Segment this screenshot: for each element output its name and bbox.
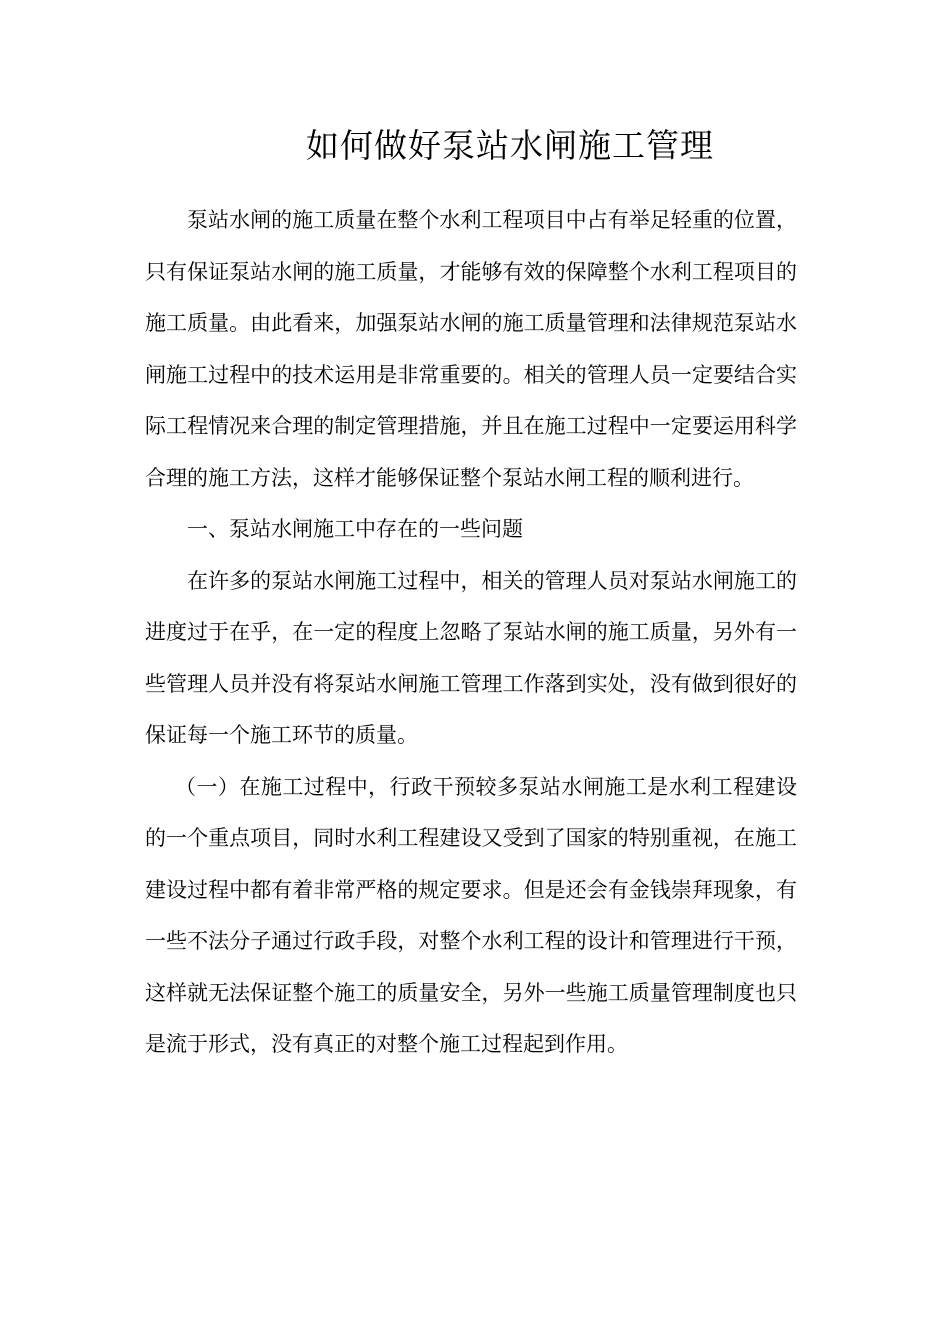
document-body [145, 195, 797, 1071]
document-title: 如何做好泵站水闸施工管理 [306, 126, 714, 165]
paragraph-problems: 在许多的泵站水闸施工过程中，相关的管理人员对泵站水闸施工的进度过于在乎，在一定的程度上忽略了泵站水闸的施工质量，另外有一些管理人员并没有将泵站水闸施工管理工作落到实处，没有做到很好的保证每一个施工环节的质量。 [145, 568, 797, 747]
section-heading-problems: 一、泵站水闸施工中存在的一些问题 [187, 517, 523, 541]
paragraph-intro: 泵站水闸的施工质量在整个水利工程项目中占有举足轻重的位置，只有保证泵站水闸的施工质量，才能够有效的保障整个水利工程项目的施工质量。由此看来，加强泵站水闸的施工质量管理和法律规范泵站水闸施工过程中的技术运用是非常重要的。相关的管理人员一定要结合实际工程情况来合理的制定管理措施，并且在施工过程中一定要运用科学合理的施工方法，这样才能够保证整个泵站水闸工程的顺利进行。 [145, 208, 797, 490]
paragraph-subsection-1: （一）在施工过程中，行政干预较多泵站水闸施工是水利工程建设的一个重点项目，同时水利工程建设又受到了国家的特别重视，在施工建设过程中都有着非常严格的规定要求。但是还会有金钱崇拜现象，有一些不法分子通过行政手段，对整个水利工程的设计和管理进行干预，这样就无法保证整个施工的质量安全，另外一些施工质量管理制度也只是流于形式，没有真正的对整个施工过程起到作用。 [145, 774, 797, 1056]
